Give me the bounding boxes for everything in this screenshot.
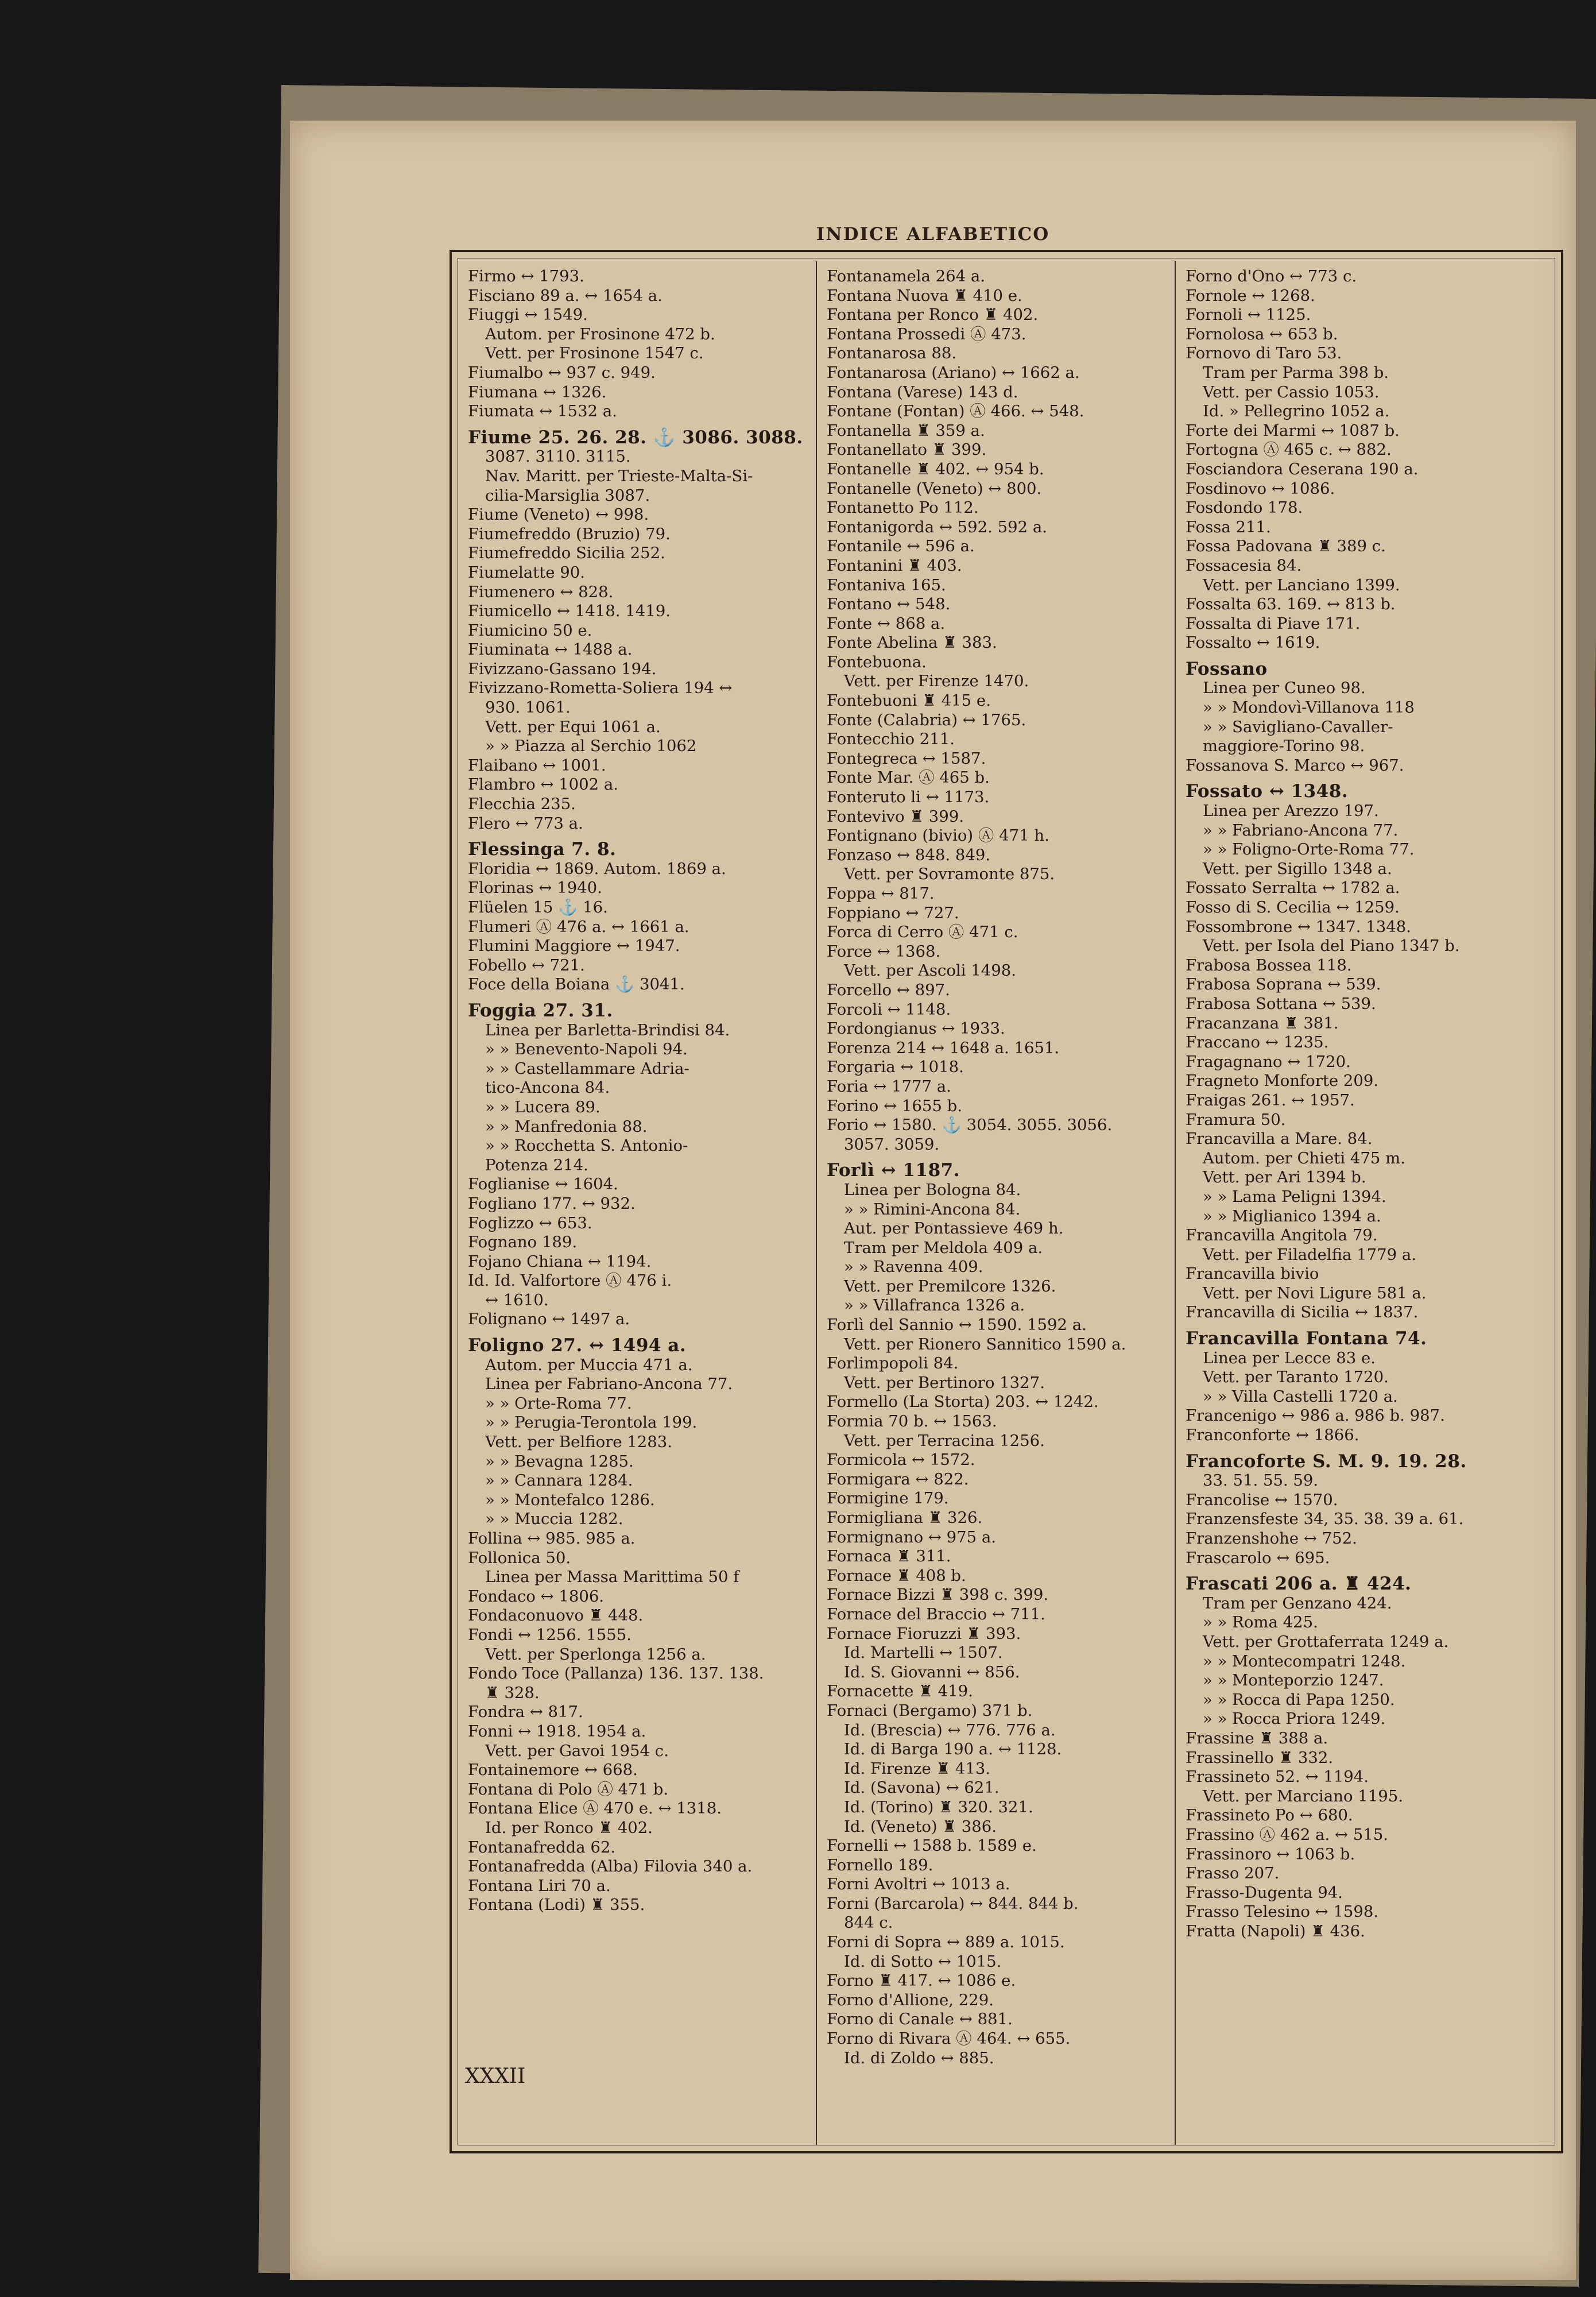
index-entry: Fontanafredda (Alba) Filovia 340 a. [468, 1857, 753, 1876]
index-entry: Fracanzana ♜ 381. [1186, 1014, 1339, 1033]
index-entry: Fornello 189. [827, 1855, 933, 1874]
index-entry: Vett. per Lanciano 1399. [1203, 575, 1400, 594]
index-entry: Frassine ♜ 388 a. [1186, 1728, 1328, 1747]
index-entry: » » Lucera 89. [485, 1097, 601, 1116]
index-entry: Fontana (Lodi) ♜ 355. [468, 1896, 645, 1915]
index-entry: Id. S. Giovanni ↔ 856. [844, 1662, 1020, 1681]
index-entry: Fontana Nuova ♜ 410 e. [827, 286, 1022, 305]
index-entry: Fontanarosa 88. [827, 344, 957, 363]
index-entry: Fivizzano-Gassano 194. [468, 659, 657, 678]
index-entry: Id. Id. Valfortore Ⓐ 476 i. [468, 1271, 672, 1290]
index-entry: Linea per Bologna 84. [844, 1180, 1021, 1199]
index-entry: Linea per Cuneo 98. [1203, 679, 1366, 698]
index-entry: Tram per Meldola 409 a. [844, 1238, 1043, 1257]
index-entry: Fondaco ↔ 1806. [468, 1587, 605, 1606]
index-entry: » » Castellammare Adria- [485, 1059, 689, 1078]
index-entry: Fontanella ♜ 359 a. [827, 421, 985, 440]
index-entry: Aut. per Pontassieve 469 h. [844, 1219, 1064, 1238]
index-entry: Fontebuoni ♜ 415 e. [827, 691, 991, 710]
index-entry: » » Piazza al Serchio 1062 [485, 737, 697, 756]
index-entry: Flessinga 7. 8. [468, 839, 617, 860]
index-entry: Fiumata ↔ 1532 a. [468, 402, 617, 421]
index-entry: Fiuggi ↔ 1549. [468, 306, 588, 324]
index-entry: Fossato ↔ 1348. [1186, 781, 1349, 802]
index-entry: Fiumefreddo Sicilia 252. [468, 544, 665, 563]
index-entry: Fornace del Braccio ↔ 711. [827, 1604, 1045, 1623]
index-entry: Tram per Genzano 424. [1203, 1594, 1392, 1612]
index-entry: Fontevivo ♜ 399. [827, 807, 964, 826]
index-entry: Fiumana ↔ 1326. [468, 382, 607, 401]
index-entry: Formigliana ♜ 326. [827, 1509, 983, 1527]
index-entry: Fontana Prossedi Ⓐ 473. [827, 324, 1026, 343]
index-entry: Fognano 189. [468, 1233, 578, 1252]
index-entry: Frabosa Bossea 118. [1186, 956, 1352, 975]
index-entry: Vett. per Equi 1061 a. [485, 717, 661, 736]
index-entry: Fontebuona. [827, 652, 927, 671]
index-entry: Forca di Cerro Ⓐ 471 c. [827, 923, 1018, 942]
index-entry: Fondra ↔ 817. [468, 1703, 583, 1722]
index-entry: » » Bevagna 1285. [485, 1452, 634, 1471]
index-entry: Fontegreca ↔ 1587. [827, 749, 986, 768]
index-entry: Fratta (Napoli) ♜ 436. [1186, 1921, 1365, 1940]
index-entry: Forlì ↔ 1187. [827, 1160, 960, 1181]
index-entry: Vett. per Novi Ligure 581 a. [1203, 1283, 1427, 1302]
index-entry: Fossacesia 84. [1186, 556, 1302, 575]
index-entry: Follonica 50. [468, 1548, 571, 1567]
index-entry: Formia 70 b. ↔ 1563. [827, 1412, 997, 1431]
index-entry: Flambro ↔ 1002 a. [468, 775, 619, 794]
index-entry: Formigara ↔ 822. [827, 1470, 969, 1488]
index-entry: Vett. per Frosinone 1547 c. [485, 344, 704, 363]
index-entry: » » Rocca di Papa 1250. [1203, 1690, 1395, 1709]
index-entry: Id. di Zoldo ↔ 885. [844, 2048, 994, 2067]
index-entry: Fornace Bizzi ♜ 398 c. 399. [827, 1586, 1049, 1604]
index-entry: Fossa Padovana ♜ 389 c. [1186, 537, 1386, 556]
index-entry: » » Lama Peligni 1394. [1203, 1187, 1386, 1206]
index-entry: » » Manfredonia 88. [485, 1117, 648, 1136]
index-entry: Foligno 27. ↔ 1494 a. [468, 1335, 687, 1356]
index-entry: Foglianise ↔ 1604. [468, 1175, 618, 1194]
index-entry: Franzensfeste 34, 35. 38. 39 a. 61. [1186, 1510, 1464, 1529]
index-entry: Fosso di S. Cecilia ↔ 1259. [1186, 898, 1400, 917]
index-entry: Fontanellato ♜ 399. [827, 440, 987, 459]
index-entry: Id. Firenze ♜ 413. [844, 1759, 991, 1778]
index-entry: Francavilla Angitola 79. [1186, 1226, 1378, 1245]
index-entry: Firmo ↔ 1793. [468, 267, 584, 285]
index-entry: Vett. per Rionero Sannitico 1590 a. [844, 1335, 1126, 1354]
index-entry: Vett. per Taranto 1720. [1203, 1368, 1389, 1387]
index-entry: Fontanigorda ↔ 592. 592 a. [827, 517, 1047, 536]
index-entry: Fontana Liri 70 a. [468, 1876, 611, 1895]
index-entry: Fontana per Ronco ♜ 402. [827, 306, 1039, 324]
index-entry: Fornovo di Taro 53. [1186, 344, 1342, 363]
index-entry: Fossombrone ↔ 1347. 1348. [1186, 917, 1412, 936]
index-entry: Linea per Arezzo 197. [1203, 802, 1379, 821]
index-entry: Vett. per Sperlonga 1256 a. [485, 1645, 706, 1664]
index-entry: Autom. per Chieti 475 m. [1203, 1148, 1405, 1167]
index-entry: Flero ↔ 773 a. [468, 814, 583, 833]
index-column-1 [468, 267, 812, 2139]
index-entry: Fogliano 177. ↔ 932. [468, 1194, 636, 1213]
index-entry: Id. » Pellegrino 1052 a. [1203, 402, 1390, 421]
index-entry: Fojano Chiana ↔ 1194. [468, 1252, 652, 1271]
index-entry: Linea per Massa Marittima 50 f [485, 1568, 739, 1587]
index-entry: Forcello ↔ 897. [827, 980, 950, 999]
index-entry: Fontanelle ♜ 402. ↔ 954 b. [827, 459, 1044, 478]
index-entry: Francavilla a Mare. 84. [1186, 1130, 1373, 1148]
index-entry: Id. per Ronco ♜ 402. [485, 1818, 653, 1837]
index-entry: » » Rocchetta S. Antonio- [485, 1136, 688, 1155]
index-entry: Fornaca ♜ 311. [827, 1547, 951, 1566]
index-entry: Vett. per Cassio 1053. [1203, 382, 1380, 401]
index-entry: Autom. per Muccia 471 a. [485, 1355, 693, 1374]
index-entry: Frassineto Po ↔ 680. [1186, 1806, 1353, 1825]
index-entry: » » Perugia-Terontola 199. [485, 1413, 698, 1432]
index-entry: Fonteruto li ↔ 1173. [827, 788, 990, 807]
index-entry: Forno ♜ 417. ↔ 1086 e. [827, 1971, 1016, 1990]
index-entry: Francavilla Fontana 74. [1186, 1328, 1427, 1349]
index-entry: Vett. per Firenze 1470. [844, 672, 1029, 691]
index-entry: Fiumelatte 90. [468, 563, 585, 582]
index-entry: Linea per Lecce 83 e. [1203, 1348, 1376, 1367]
index-entry: Franconforte ↔ 1866. [1186, 1426, 1359, 1445]
index-entry: Formicola ↔ 1572. [827, 1451, 975, 1470]
index-entry: Frassineto 52. ↔ 1194. [1186, 1768, 1369, 1786]
index-entry: Potenza 214. [485, 1155, 588, 1174]
index-entry: Florinas ↔ 1940. [468, 879, 602, 898]
index-entry: Foggia 27. 31. [468, 1000, 613, 1021]
index-entry: Id. Martelli ↔ 1507. [844, 1644, 1003, 1662]
index-entry: Fragneto Monforte 209. [1186, 1072, 1379, 1091]
index-entry: Flumeri Ⓐ 476 a. ↔ 1661 a. [468, 917, 689, 936]
index-entry: Foria ↔ 1777 a. [827, 1077, 951, 1096]
index-entry: Fornolosa ↔ 653 b. [1186, 324, 1338, 343]
index-entry: Vett. per Sigillo 1348 a. [1203, 859, 1392, 878]
index-entry: Forgaria ↔ 1018. [827, 1058, 964, 1077]
index-entry: Franzenshohe ↔ 752. [1186, 1529, 1357, 1548]
index-entry: Frasso 207. [1186, 1864, 1280, 1883]
index-entry: Fontanini ♜ 403. [827, 556, 962, 575]
index-entry: Francavilla bivio [1186, 1264, 1319, 1283]
index-entry: Fontanile ↔ 596 a. [827, 537, 975, 556]
index-entry: Vett. per Ascoli 1498. [844, 961, 1016, 980]
index-entry: Formello (La Storta) 203. ↔ 1242. [827, 1393, 1099, 1412]
index-entry: Francolise ↔ 1570. [1186, 1490, 1338, 1509]
index-entry: » » Monteporzio 1247. [1203, 1671, 1384, 1690]
index-entry: Follina ↔ 985. 985 a. [468, 1529, 636, 1548]
index-entry: Fossanova S. Marco ↔ 967. [1186, 756, 1404, 775]
index-entry: Vett. per Bertinoro 1327. [844, 1373, 1045, 1392]
index-entry: Framura 50. [1186, 1110, 1286, 1129]
index-entry: Vett. per Ari 1394 b. [1203, 1168, 1366, 1187]
index-entry: Fonte ↔ 868 a. [827, 614, 946, 633]
index-entry: Flecchia 235. [468, 795, 576, 814]
index-entry: Tram per Parma 398 b. [1203, 363, 1389, 382]
index-entry: Id. (Brescia) ↔ 776. 776 a. [844, 1720, 1056, 1739]
index-entry: » » Rimini-Ancona 84. [844, 1200, 1021, 1219]
index-entry: Frabosa Soprana ↔ 539. [1186, 975, 1381, 994]
index-entry: Forno di Canale ↔ 881. [827, 2010, 1013, 2029]
index-entry: Fonte Mar. Ⓐ 465 b. [827, 768, 990, 787]
index-entry: Fontaniva 165. [827, 575, 946, 594]
index-entry: » » Rocca Priora 1249. [1203, 1710, 1386, 1728]
index-entry: Linea per Fabriano-Ancona 77. [485, 1375, 733, 1394]
index-entry: Fiumenero ↔ 828. [468, 582, 614, 601]
index-entry: Fonni ↔ 1918. 1954 a. [468, 1722, 646, 1741]
index-entry: » » Fabriano-Ancona 77. [1203, 821, 1399, 840]
index-entry: Id. di Sotto ↔ 1015. [844, 1952, 1002, 1971]
index-entry: Forni di Sopra ↔ 889 a. 1015. [827, 1933, 1065, 1952]
index-entry: Fiumicello ↔ 1418. 1419. [468, 602, 671, 621]
index-entry: Fossalta di Piave 171. [1186, 614, 1361, 633]
index-entry: Fornace ♜ 408 b. [827, 1566, 966, 1585]
index-entry: » » Orte-Roma 77. [485, 1394, 632, 1413]
index-entry: Fontana Elice Ⓐ 470 e. ↔ 1318. [468, 1799, 722, 1818]
index-entry: » » Ravenna 409. [844, 1258, 983, 1277]
index-entry: Forno d'Allione, 229. [827, 1990, 994, 2009]
index-entry: » » Mondovì-Villanova 118 [1203, 698, 1415, 717]
index-entry: Fosdinovo ↔ 1086. [1186, 479, 1335, 498]
index-entry: Fiume (Veneto) ↔ 998. [468, 505, 649, 524]
index-entry: Forio ↔ 1580. ⚓ 3054. 3055. 3056. [827, 1116, 1113, 1135]
index-entry: Forno di Rivara Ⓐ 464. ↔ 655. [827, 2029, 1071, 2048]
index-entry: Flüelen 15 ⚓ 16. [468, 898, 608, 917]
index-entry: Id. di Barga 190 a. ↔ 1128. [844, 1740, 1062, 1759]
index-entry: 844 c. [844, 1913, 893, 1932]
index-entry: » » Cannara 1284. [485, 1471, 633, 1490]
index-entry: Fontanetto Po 112. [827, 498, 979, 517]
index-entry: » » Villa Castelli 1720 a. [1203, 1387, 1398, 1406]
index-entry: Forenza 214 ↔ 1648 a. 1651. [827, 1038, 1060, 1057]
index-entry: Fontainemore ↔ 668. [468, 1761, 638, 1780]
index-entry: Fossalta 63. 169. ↔ 813 b. [1186, 595, 1396, 614]
index-entry: Vett. per Isola del Piano 1347 b. [1203, 937, 1460, 956]
index-entry: Foppa ↔ 817. [827, 884, 935, 903]
index-entry: maggiore-Torino 98. [1203, 737, 1365, 756]
index-entry: Frassinoro ↔ 1063 b. [1186, 1844, 1355, 1863]
index-entry: Fontanafredda 62. [468, 1838, 616, 1857]
index-entry: Fiumefreddo (Bruzio) 79. [468, 524, 671, 543]
index-entry: Forno d'Ono ↔ 773 c. [1186, 267, 1357, 285]
index-entry: » » Villafranca 1326 a. [844, 1296, 1025, 1315]
index-entry: » » Savigliano-Cavaller- [1203, 717, 1393, 736]
index-entry: Force ↔ 1368. [827, 942, 941, 961]
index-entry: Fortogna Ⓐ 465 c. ↔ 882. [1186, 440, 1392, 459]
index-column-2 [827, 267, 1171, 2139]
index-entry: Fontanamela 264 a. [827, 267, 986, 285]
index-entry: Fiumalbo ↔ 937 c. 949. [468, 363, 656, 382]
index-entry: Fondaconuovo ♜ 448. [468, 1606, 644, 1625]
page-number: XXXII [465, 2064, 526, 2088]
index-entry: Fontanarosa (Ariano) ↔ 1662 a. [827, 363, 1080, 382]
index-entry: » » Miglianico 1394 a. [1203, 1206, 1381, 1225]
index-entry: Forino ↔ 1655 b. [827, 1096, 962, 1115]
index-entry: Vett. per Filadelfia 1779 a. [1203, 1245, 1417, 1264]
index-entry: Vett. per Sovramonte 875. [844, 865, 1055, 884]
index-entry: Id. (Savona) ↔ 621. [844, 1778, 1000, 1797]
index-entry: Vett. per Marciano 1195. [1203, 1786, 1403, 1805]
index-entry: Fontana (Varese) 143 d. [827, 382, 1018, 401]
index-entry: Fonte (Calabria) ↔ 1765. [827, 710, 1026, 729]
index-entry: Flumini Maggiore ↔ 1947. [468, 937, 680, 956]
index-entry: Frassino Ⓐ 462 a. ↔ 515. [1186, 1825, 1389, 1844]
index-entry: Vett. per Gavoi 1954 c. [485, 1741, 669, 1760]
index-entry: Fiuminata ↔ 1488 a. [468, 640, 633, 659]
index-entry: Vett. per Terracina 1256. [844, 1431, 1045, 1450]
index-entry: Foppiano ↔ 727. [827, 903, 959, 922]
index-entry: Fornaci (Bergamo) 371 b. [827, 1701, 1033, 1720]
index-entry: Fontane (Fontan) Ⓐ 466. ↔ 548. [827, 402, 1084, 421]
index-entry: Fornace Fioruzzi ♜ 393. [827, 1624, 1021, 1643]
index-entry: Formignano ↔ 975 a. [827, 1528, 997, 1546]
index-entry: Formigine 179. [827, 1489, 949, 1508]
index-entry: » » Roma 425. [1203, 1613, 1318, 1632]
index-entry: Fondo Toce (Pallanza) 136. 137. 138. [468, 1664, 764, 1683]
index-entry: Fornoli ↔ 1125. [1186, 306, 1311, 324]
index-entry: Forlimpopoli 84. [827, 1354, 959, 1373]
index-entry: Fosciandora Ceserana 190 a. [1186, 459, 1419, 478]
index-entry: 3057. 3059. [844, 1135, 940, 1154]
index-entry: Vett. per Grottaferrata 1249 a. [1203, 1632, 1449, 1651]
index-entry: » » Muccia 1282. [485, 1510, 623, 1529]
index-entry: Vett. per Premilcore 1326. [844, 1277, 1056, 1296]
index-entry: Foglizzo ↔ 653. [468, 1213, 592, 1232]
index-entry: ♜ 328. [485, 1683, 540, 1702]
index-entry: Fossato Serralta ↔ 1782 a. [1186, 879, 1400, 898]
index-entry: Fossano [1186, 658, 1268, 679]
index-entry: Fondi ↔ 1256. 1555. [468, 1625, 632, 1644]
index-entry: Francavilla di Sicilia ↔ 1837. [1186, 1303, 1419, 1322]
index-entry: » » Montefalco 1286. [485, 1490, 655, 1509]
index-entry: Francoforte S. M. 9. 19. 28. [1186, 1451, 1467, 1472]
column-divider [816, 261, 817, 2145]
index-entry: » » Foligno-Orte-Roma 77. [1203, 840, 1415, 859]
index-entry: » » Benevento-Napoli 94. [485, 1040, 688, 1059]
index-entry: tico-Ancona 84. [485, 1078, 610, 1097]
index-entry: Fontignano (bivio) Ⓐ 471 h. [827, 826, 1049, 845]
index-entry: Id. (Torino) ♜ 320. 321. [844, 1797, 1033, 1816]
index-entry: Fosdondo 178. [1186, 498, 1303, 517]
index-entry: Forlì del Sannio ↔ 1590. 1592 a. [827, 1316, 1087, 1335]
index-entry: Nav. Maritt. per Trieste-Malta-Si- [485, 466, 753, 485]
index-entry: Fontana di Polo Ⓐ 471 b. [468, 1780, 669, 1799]
index-entry: Forni Avoltri ↔ 1013 a. [827, 1875, 1010, 1894]
index-entry: Forcoli ↔ 1148. [827, 1000, 951, 1019]
index-entry: Id. (Veneto) ♜ 386. [844, 1817, 997, 1836]
index-entry: 3087. 3110. 3115. [485, 447, 631, 466]
index-entry: Francenigo ↔ 986 a. 986 b. 987. [1186, 1406, 1445, 1425]
index-entry: Vett. per Belfiore 1283. [485, 1433, 673, 1452]
index-entry: Forni (Barcarola) ↔ 844. 844 b. [827, 1894, 1079, 1913]
index-entry: Fragagnano ↔ 1720. [1186, 1052, 1351, 1071]
index-entry: Frasso Telesino ↔ 1598. [1186, 1902, 1379, 1921]
index-entry: Linea per Barletta-Brindisi 84. [485, 1020, 730, 1039]
index-entry: Frabosa Sottana ↔ 539. [1186, 994, 1376, 1013]
index-entry: Fiume 25. 26. 28. ⚓ 3086. 3088. [468, 427, 803, 448]
index-entry: Fontecchio 211. [827, 730, 955, 749]
column-divider [1175, 261, 1176, 2145]
index-entry: Floridia ↔ 1869. Autom. 1869 a. [468, 859, 726, 878]
index-entry: Fordongianus ↔ 1933. [827, 1019, 1005, 1038]
index-entry: Fornacette ♜ 419. [827, 1682, 973, 1701]
index-entry: Fonzaso ↔ 848. 849. [827, 845, 991, 864]
index-entry: Fontano ↔ 548. [827, 595, 951, 614]
index-entry: Fiumicino 50 e. [468, 621, 592, 640]
index-entry: Fobello ↔ 721. [468, 956, 585, 975]
index-entry: ↔ 1610. [485, 1290, 549, 1309]
index-entry: Flaibano ↔ 1001. [468, 756, 606, 775]
index-entry: Folignano ↔ 1497 a. [468, 1310, 630, 1329]
index-entry: Autom. per Frosinone 472 b. [485, 324, 715, 343]
index-entry: 33. 51. 55. 59. [1203, 1471, 1319, 1490]
index-entry: Frascarolo ↔ 695. [1186, 1548, 1330, 1567]
index-entry: Fornole ↔ 1268. [1186, 286, 1315, 305]
index-entry: Fossa 211. [1186, 517, 1271, 536]
running-head: INDICE ALFABETICO [816, 224, 1050, 245]
index-entry: 930. 1061. [485, 698, 571, 717]
index-entry: Forte dei Marmi ↔ 1087 b. [1186, 421, 1400, 440]
index-column-3 [1186, 267, 1530, 2139]
index-entry: Fonte Abelina ♜ 383. [827, 633, 997, 652]
index-entry: Fraccano ↔ 1235. [1186, 1033, 1329, 1052]
index-entry: Fossalto ↔ 1619. [1186, 633, 1320, 652]
index-entry: Frasso-Dugenta 94. [1186, 1883, 1343, 1902]
index-entry: Fornelli ↔ 1588 b. 1589 e. [827, 1836, 1037, 1855]
index-entry: Frassinello ♜ 332. [1186, 1748, 1334, 1767]
index-entry: Fisciano 89 a. ↔ 1654 a. [468, 286, 663, 305]
index-entry: Fraigas 261. ↔ 1957. [1186, 1091, 1355, 1109]
index-entry: » » Montecompatri 1248. [1203, 1652, 1406, 1670]
book-page [290, 121, 1576, 2280]
index-entry: cilia-Marsiglia 3087. [485, 486, 650, 505]
index-entry: Fivizzano-Rometta-Soliera 194 ↔ [468, 679, 733, 698]
index-entry: Foce della Boiana ⚓ 3041. [468, 975, 685, 994]
index-entry: Frascati 206 a. ♜ 424. [1186, 1573, 1412, 1595]
index-entry: Fontanelle (Veneto) ↔ 800. [827, 479, 1042, 498]
